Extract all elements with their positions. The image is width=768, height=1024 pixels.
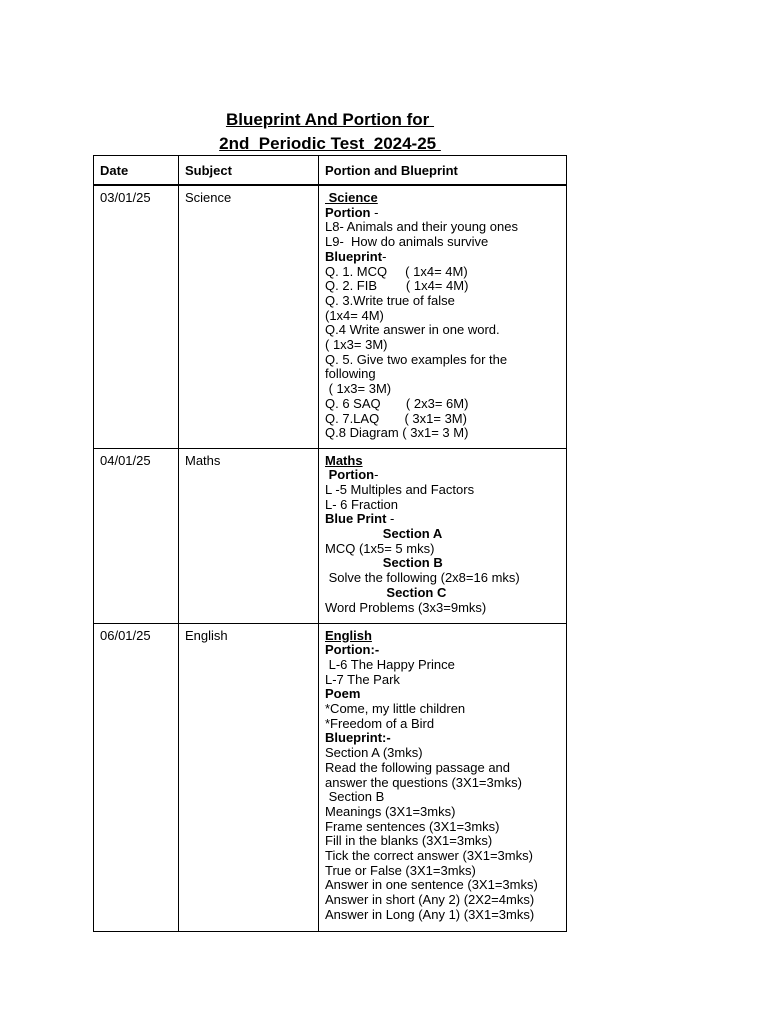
- portion-line: [325, 687, 562, 702]
- portion-line-text: Answer in short (Any 2) (2X2=4mks): [325, 892, 535, 908]
- portion-line-text: answer the questions (3X1=3mks): [325, 774, 522, 790]
- portion-line-text: English: [325, 627, 372, 643]
- portion-line: [325, 717, 562, 732]
- portion-line-text: Section A: [325, 526, 443, 542]
- portion-line-text: Q. 7.LAQ ( 3x1= 3M): [325, 410, 467, 426]
- portion-line-suffix: -: [386, 511, 395, 527]
- portion-line: [325, 512, 562, 527]
- portion-line: [325, 746, 562, 761]
- header-subject: Subject: [179, 156, 319, 186]
- portion-line-text: Q.8 Diagram ( 3x1= 3 M): [325, 425, 469, 441]
- portion-line-text: Blueprint:-: [325, 730, 391, 746]
- blueprint-table: [93, 155, 567, 932]
- portion-line: [325, 658, 562, 673]
- portion-line: [325, 294, 562, 309]
- cell-subject: Maths: [179, 448, 319, 623]
- portion-line-text: Meanings (3X1=3mks): [325, 803, 456, 819]
- portion-line: [325, 820, 562, 835]
- portion-line-text: Read the following passage and: [325, 759, 511, 775]
- document-title-line-2: 2nd Periodic Test 2024-25: [219, 134, 441, 153]
- portion-line-text: True or False (3X1=3mks): [325, 862, 476, 878]
- portion-line: [325, 586, 562, 601]
- portion-line-text: Portion: [325, 204, 371, 220]
- table-row-science: [94, 185, 567, 448]
- cell-date: 03/01/25: [94, 185, 179, 448]
- cell-date: 06/01/25: [94, 623, 179, 931]
- portion-line-text: Science: [325, 190, 378, 205]
- cell-portion: [319, 623, 567, 931]
- portion-line-text: Maths: [325, 452, 363, 468]
- portion-line: [325, 542, 562, 557]
- portion-line: [325, 220, 562, 235]
- portion-line: [325, 250, 562, 265]
- portion-line-text: MCQ (1x5= 5 mks): [325, 540, 435, 556]
- portion-line-text: Solve the following (2x8=16 mks): [325, 570, 520, 586]
- portion-line-text: L-7 The Park: [325, 671, 400, 687]
- portion-line-text: Section B: [325, 789, 385, 805]
- portion-line-text: Q. 5. Give two examples for the: [325, 351, 508, 367]
- portion-line-text: Section B: [325, 555, 443, 571]
- portion-line: [325, 382, 562, 397]
- portion-line: [325, 556, 562, 571]
- portion-line: [325, 206, 562, 221]
- portion-line-text: L9- How do animals survive: [325, 234, 489, 250]
- portion-line-text: Poem: [325, 686, 361, 702]
- portion-line: [325, 908, 562, 923]
- portion-line: [325, 483, 562, 498]
- portion-line: [325, 279, 562, 294]
- portion-line: [325, 426, 562, 441]
- portion-line: [325, 468, 562, 483]
- portion-line-text: L8- Animals and their young ones: [325, 219, 518, 235]
- portion-line-text: Blue Print: [325, 511, 387, 527]
- portion-line: [325, 790, 562, 805]
- portion-line-text: L-6 The Happy Prince: [325, 656, 455, 672]
- portion-line: [325, 643, 562, 658]
- table-header-row: [94, 156, 567, 186]
- cell-subject: Science: [179, 185, 319, 448]
- portion-line-text: (1x4= 4M): [325, 307, 384, 323]
- table-row-maths: [94, 448, 567, 623]
- portion-line-text: Q. 3.Write true of false: [325, 292, 455, 308]
- portion-line-text: Section A (3mks): [325, 745, 423, 761]
- portion-line-text: L -5 Multiples and Factors: [325, 481, 475, 497]
- table-row-english: [94, 623, 567, 931]
- portion-line-text: *Freedom of a Bird: [325, 715, 435, 731]
- portion-line: [325, 629, 562, 644]
- portion-line-text: Frame sentences (3X1=3mks): [325, 818, 500, 834]
- portion-line-text: ( 1x3= 3M): [325, 337, 388, 353]
- portion-line: [325, 761, 562, 776]
- cell-date: 04/01/25: [94, 448, 179, 623]
- portion-line: [325, 702, 562, 717]
- portion-line: [325, 309, 562, 324]
- document-title-line-1: Blueprint And Portion for: [225, 110, 435, 129]
- portion-line: [325, 367, 562, 382]
- portion-line: [325, 353, 562, 368]
- portion-line: [325, 673, 562, 688]
- portion-line-text: ( 1x3= 3M): [325, 381, 392, 397]
- portion-line: [325, 731, 562, 746]
- portion-line: [325, 849, 562, 864]
- portion-line-text: Answer in Long (Any 1) (3X1=3mks): [325, 906, 535, 922]
- portion-line-text: Blueprint: [325, 248, 383, 264]
- portion-line: [325, 235, 562, 250]
- cell-portion: [319, 185, 567, 448]
- portion-line-text: Q. 1. MCQ ( 1x4= 4M): [325, 263, 468, 279]
- portion-line-text: Q.4 Write answer in one word.: [325, 322, 500, 338]
- portion-line: [325, 397, 562, 412]
- portion-line-text: Portion:-: [325, 642, 380, 658]
- portion-line: [325, 498, 562, 513]
- cell-portion: [319, 448, 567, 623]
- portion-line-text: Portion: [325, 467, 375, 483]
- portion-line: [325, 571, 562, 586]
- portion-line-text: Tick the correct answer (3X1=3mks): [325, 848, 533, 864]
- portion-line: [325, 454, 562, 469]
- portion-line-text: Answer in one sentence (3X1=3mks): [325, 877, 538, 893]
- portion-line: [325, 805, 562, 820]
- portion-line: [325, 412, 562, 427]
- portion-line-text: following: [325, 366, 376, 382]
- portion-line: [325, 878, 562, 893]
- portion-line: [325, 601, 562, 616]
- portion-line: [325, 893, 562, 908]
- cell-subject: English: [179, 623, 319, 931]
- portion-line: [325, 864, 562, 879]
- portion-line: [325, 191, 562, 206]
- portion-line: [325, 265, 562, 280]
- portion-line: [325, 776, 562, 791]
- portion-line-suffix: -: [382, 248, 387, 264]
- header-date: Date: [94, 156, 179, 186]
- portion-line-suffix: -: [374, 467, 379, 483]
- portion-line-text: Word Problems (3x3=9mks): [325, 599, 487, 615]
- portion-line: [325, 323, 562, 338]
- portion-line: [325, 834, 562, 849]
- portion-line-text: Q. 2. FIB ( 1x4= 4M): [325, 278, 469, 294]
- portion-line: [325, 338, 562, 353]
- header-portion-blueprint: Portion and Blueprint: [319, 156, 567, 186]
- portion-line-text: Q. 6 SAQ ( 2x3= 6M): [325, 395, 469, 411]
- portion-line-text: *Come, my little children: [325, 701, 466, 717]
- portion-line: [325, 527, 562, 542]
- portion-line-text: Section C: [325, 584, 447, 600]
- portion-line-text: Fill in the blanks (3X1=3mks): [325, 833, 493, 849]
- portion-line-text: L- 6 Fraction: [325, 496, 398, 512]
- portion-line-suffix: -: [370, 204, 379, 220]
